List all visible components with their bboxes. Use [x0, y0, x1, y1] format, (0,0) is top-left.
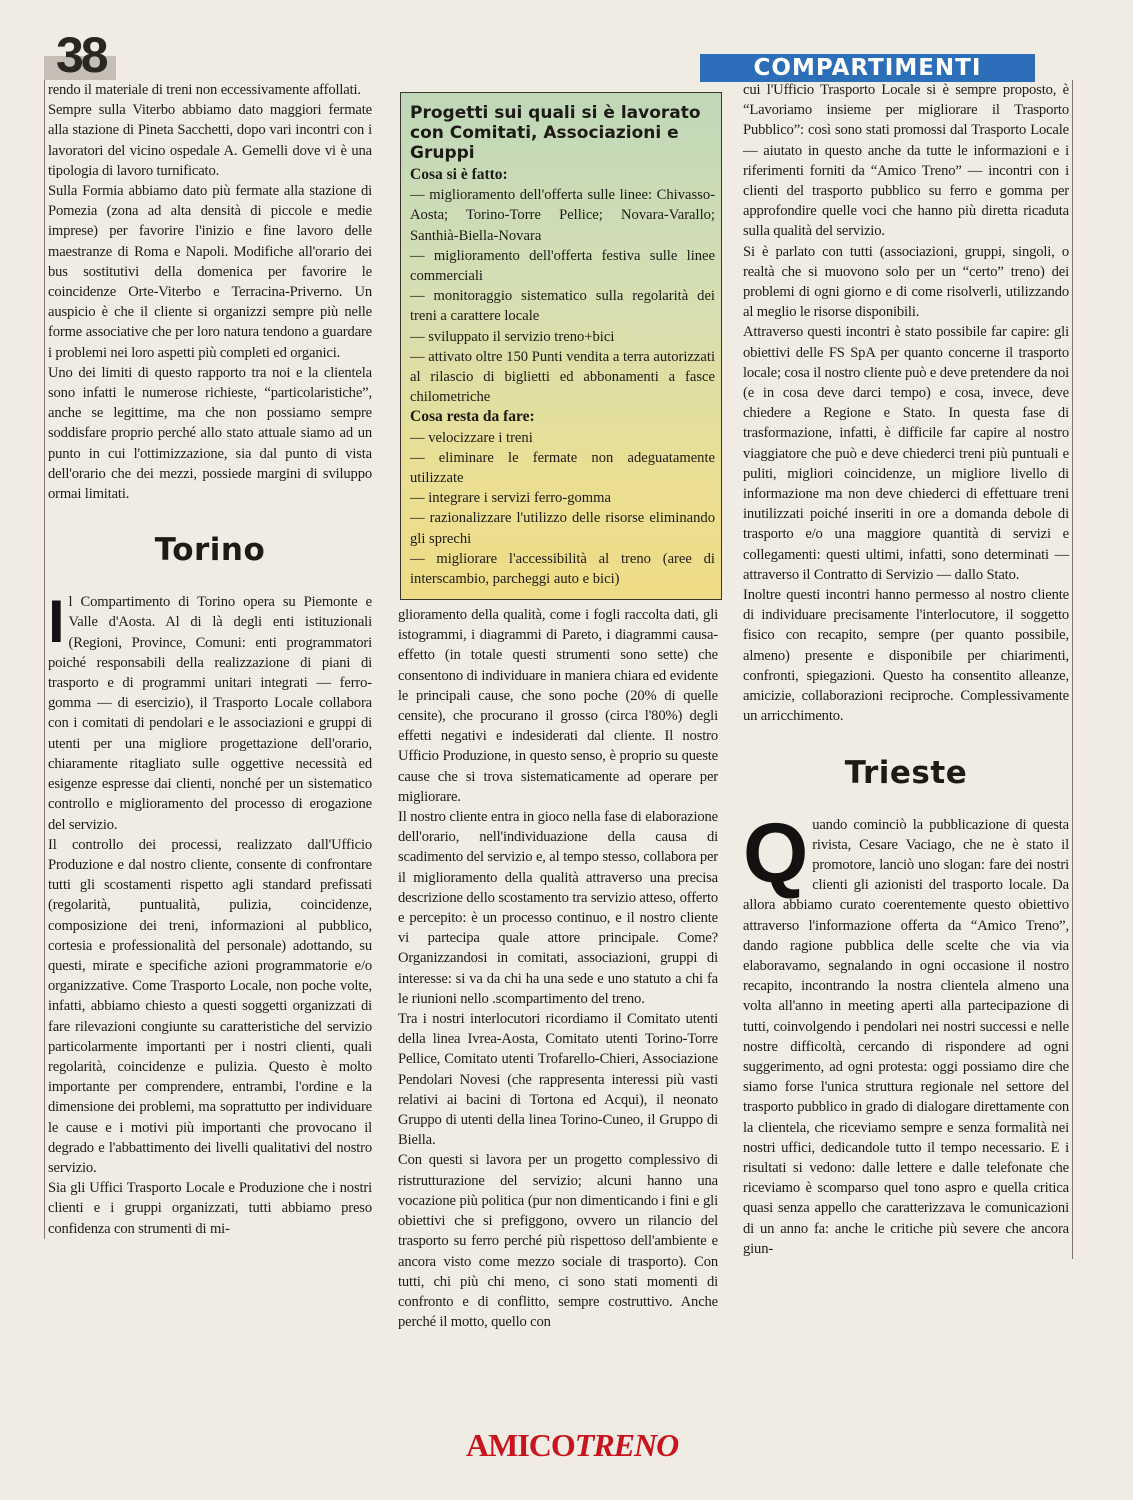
- done-list: [410, 185, 715, 407]
- drop-cap: I: [48, 588, 65, 656]
- drop-cap: Q: [743, 805, 809, 900]
- amicotreno-logo: [466, 1425, 679, 1465]
- box-done-heading: Cosa si è fatto:: [410, 166, 508, 183]
- body-paragraph: Tra i nostri interlocutori ricordiamo il Comitato utenti della linea Ivrea-Aosta, Comitato utenti Torino-Torre Pellice, Comitato utenti Trofarello-Chieri, Associazione Pendolari Novesi (che rappresenta interessi più vasti relativi ai bacini di Tortona ed Acqui), il neonato Gruppo di utenti della linea Torino-Cuneo, il Gruppo di Biella.: [398, 1011, 718, 1149]
- section-heading-torino: Torino: [154, 532, 266, 569]
- list-item: — velocizzare i treni: [410, 429, 533, 446]
- body-paragraph: [743, 805, 1069, 1259]
- body-paragraph: Uno dei limiti di questo rapporto tra noi e la clientela sono infatti le numerose richieste, “particolaristiche”, anche se legittime, ma che non possiamo sempre soddisfare proprio perché allo stato attuale siamo ad un punto in cui l'ottimizzazione, sia dal punto di vista dell'orario che dei mezzi, possiede margini di sviluppo ormai limitati.: [48, 364, 372, 503]
- right-column: [743, 80, 1073, 1259]
- body-paragraph: Il controllo dei processi, realizzato dall'Ufficio Produzione e dal nostro cliente, consente di confrontare tutti gli scostamenti rispetto agli standard prefissati (regolarità, puntualità, pulizia, coincidenze, composizione dei treni, informazioni al pubblico, cortesia e professionalità del personale) adottando, su questi, mirate e specifiche azioni programmatorie e/o organizzative. Come Trasporto Locale, non poche volte, infatti, abbiamo chiesto a questi soggetti organizzati di fare rilevazioni congiunte su caratteristiche del servizio particolarmente importanti per i nostri clienti, quali regolarità, coincidenze e pulizia. Questo è molto importante per comprendere, entrambi, l'ordine e la dimensione dei problemi, ma soprattutto per individuare le cause e i motivi più importanti che provocano il degrado e l'abbattimento dei livelli qualitativi del nostro servizio.: [48, 836, 372, 1176]
- body-paragraph: Si è parlato con tutti (associazioni, gruppi, singoli, o realtà che si muovono solo per un “certo” treno) dei problemi di ogni giorno e di come risolverli, utilizzando al meglio le risorse disponibili.: [743, 243, 1069, 321]
- paragraph-text: uando cominciò la pubblicazione di questa rivista, Cesare Vaciago, che ne è stato il promotore, lanciò uno slogan: fare dei nostri clienti gli azionisti del trasporto locale. Da allora abbiamo curato coerentemente questo obiettivo attraverso l'informazione offerta da “Amico Treno”, dando ragione pubblica delle scelte che via via elaboravamo, segnalando in ogni occasione il nostro recapito, incontrando la nostra clientela almeno una volta all'anno in meeting aperti alla partecipazione di tutti, coinvolgendo i pendolari nei nostri successi e nelle nostre difficoltà, cercando di rispondere ad ogni suggerimento, ad ogni protesta: oggi possiamo dire che siamo forse l'unica struttura regionale nel settore del trasporto pubblico in grado di dialogare direttamente con la clientela, che riceviamo sempre e senza formalità nei nostri uffici, dedicandole tutto il tempo necessario. E i risultati si vedono: dalle lettere e dalle telefonate che riceviamo è scomparso quel tono aspro e quella critica quasi senza appello che caratterizzava le comunicazioni di un anno fa: anche le critiche più severe che ancora giun-: [743, 816, 1069, 1257]
- middle-column: [398, 605, 718, 1332]
- body-paragraph: [48, 588, 372, 834]
- projects-sidebar-box: [400, 92, 722, 600]
- logo-part-amico: AMICO: [466, 1427, 575, 1463]
- section-heading-trieste: Trieste: [844, 754, 968, 791]
- body-paragraph: Sulla Formia abbiamo dato più fermate alla stazione di Pomezia (zona ad alta densità di piccole e medie imprese) per favorire l'inizio e fine lavoro delle maestranze di Roma e Napoli. Modifiche all'orario dei bus sostitutivi della domenica per favorire le coincidenze Orte-Viterbo e Terracina-Priverno. Un auspicio è che il cliente si organizzi sempre più nelle forme associative che per loro natura tendono a guardare i problemi nei loro aspetti più completi ed organici.: [48, 183, 372, 361]
- body-paragraph: cui l'Ufficio Trasporto Locale si è sempre proposto, è “Lavoriamo insieme per migliorare il Trasporto Pubblico”: così sono stati promossi dal Trasporto Locale — aiutato in questo anche da tutte le informazioni e i riferimenti forniti da “Amico Treno” — incontri con i clienti del trasporto pubblico su ferro e gomma per approfondire quelle voci che hanno più diretta ricaduta sulla qualità del servizio.: [743, 82, 1069, 240]
- list-item: — eliminare le fermate non adeguatamente utilizzate: [410, 449, 715, 487]
- body-paragraph: Sia gli Uffici Trasporto Locale e Produzione che i nostri clienti e i gruppi organizzati, tutti abbiamo preso confidenza con strumenti di mi-: [48, 1180, 372, 1237]
- list-item: — attivato oltre 150 Punti vendita a terra autorizzati al rilascio di biglietti ed abbonamenti a fasce chilometriche: [410, 348, 715, 406]
- list-item: — miglioramento dell'offerta festiva sulle linee commerciali: [410, 247, 715, 285]
- box-todo-heading: Cosa resta da fare:: [410, 408, 535, 426]
- body-paragraph: rendo il materiale di treni non eccessivamente affollati.: [48, 82, 361, 98]
- body-paragraph: Il nostro cliente entra in gioco nella fase di elaborazione dell'orario, nell'individuazione della causa di scadimento del servizio e, al tempo stesso, collabora per il miglioramento della qualità attraverso una precisa descrizione dello scostamento tra servizio atteso, offerto e percepito: è un processo continuo, e il nostro cliente vi partecipa quale attore principale. Come? Organizzandosi in comitati, associazioni, gruppi di interesse: si va da chi ha una sede e uno statuto a chi fa le riunioni nello .scompartimento del treno.: [398, 809, 718, 1007]
- body-paragraph: Inoltre questi incontri hanno permesso al nostro cliente di individuare precisamente l'interlocutore, il soggetto fisico con recapito, sempre (per quanto possibile, almeno) presente e disponibile per chiarimenti, confronti, spiegazioni. Questo ha consentito alleanze, amicizie, collaborazioni reciproche. Complessivamente un arricchimento.: [743, 587, 1069, 725]
- list-item: — migliorare l'accessibilità al treno (aree di interscambio, parcheggi auto e bici): [410, 550, 715, 588]
- body-paragraph: Sempre sulla Viterbo abbiamo dato maggiori fermate alla stazione di Pineta Sacchetti, dopo vari incontri con i lavoratori del vicino ospedale A. Gemelli dove vi è una tipologia di lavoro turnificato.: [48, 102, 372, 179]
- list-item: — monitoraggio sistematico sulla regolarità dei treni a carattere locale: [410, 288, 715, 325]
- left-column: [44, 80, 372, 1239]
- body-paragraph: glioramento della qualità, come i fogli raccolta dati, gli istogrammi, i diagrammi di Pareto, i diagrammi causa-effetto (in totale questi strumenti sono sette) che consentono di individuare in maniera chiara ed evidente le principali cause, che sono poche (20% di quelle censite), che procurano il grosso (circa l'80%) degli effetti negativi e indesiderati dal cliente. Il nostro Ufficio Produzione, in questo senso, è proprio su queste cause che si trova sistematicamente ad operare per migliorare.: [398, 607, 718, 805]
- list-item: — sviluppato il servizio treno+bici: [410, 328, 615, 345]
- logo-part-treno: TRENO: [574, 1427, 679, 1463]
- list-item: — integrare i servizi ferro-gomma: [410, 490, 611, 507]
- paragraph-text: l Compartimento di Torino opera su Piemonte e Valle d'Aosta. Al di là degli enti istituzionali (Regioni, Province, Comuni: enti programmatori poiché responsabili della realizzazione di piani di trasporto e di programmi unitari integrati — ferro-gomma — di esercizio), il Trasporto Locale collabora con i comitati di pendolari e le associazioni e gruppi di utenti per una migliore progettazione dell'orario, chiaramente ritagliato sulle oggettive necessità ed esigenze espresse dai clienti, nonché per un sistematico controllo e miglioramento del processo di erogazione del servizio.: [48, 594, 372, 833]
- body-paragraph: Attraverso questi incontri è stato possibile far capire: gli obiettivi delle FS SpA per quanto concerne il trasporto locale; cosa il nostro cliente può e deve pretendere da noi (e in cosa deve darci tempo) e cosa, invece, deve chiedere a Regione e Stato. In questa fase di trasformazione, infatti, è difficile far capire al nostro viaggiatore che può e deve chiederci treni più puntuali e puliti, migliori coincidenze, un migliore livello di informazione ma non deve chiederci di effettuare treni inutilizzati poiché inseriti in ore a domanda debole di trasporto e/o una maggiore quantità di servizi e collegamenti: questi ultimi, infatti, sono determinati — attraverso il Contratto di Servizio — dallo Stato.: [743, 324, 1069, 583]
- list-item: — miglioramento dell'offerta sulle linee: Chivasso-Aosta; Torino-Torre Pellice; Novara-Varallo; Santhià-Biella-Novara: [410, 187, 715, 244]
- box-title: Progetti sui quali si è lavorato con Comitati, Associazioni e Gruppi: [410, 103, 701, 163]
- todo-list: [410, 428, 715, 590]
- body-paragraph: Con questi si lavora per un progetto complessivo di ristrutturazione del servizio; alcuni hanno una vocazione più politica (pur non dimenticando i fini e gli obiettivi che si prefiggono, ovvero un rilancio del trasporto su ferro perché più rispettoso dell'ambiente e ancora visto come mezzo sociale di trasporto). Con tutti, chi più chi meno, ci sono stati momenti di confronto e di conflitto, sempre costruttivo. Anche perché il motto, quello con: [398, 1152, 718, 1331]
- page-number: 38: [44, 30, 116, 80]
- section-banner: COMPARTIMENTI: [700, 54, 1035, 82]
- list-item: — razionalizzare l'utilizzo delle risorse eliminando gli sprechi: [410, 510, 715, 547]
